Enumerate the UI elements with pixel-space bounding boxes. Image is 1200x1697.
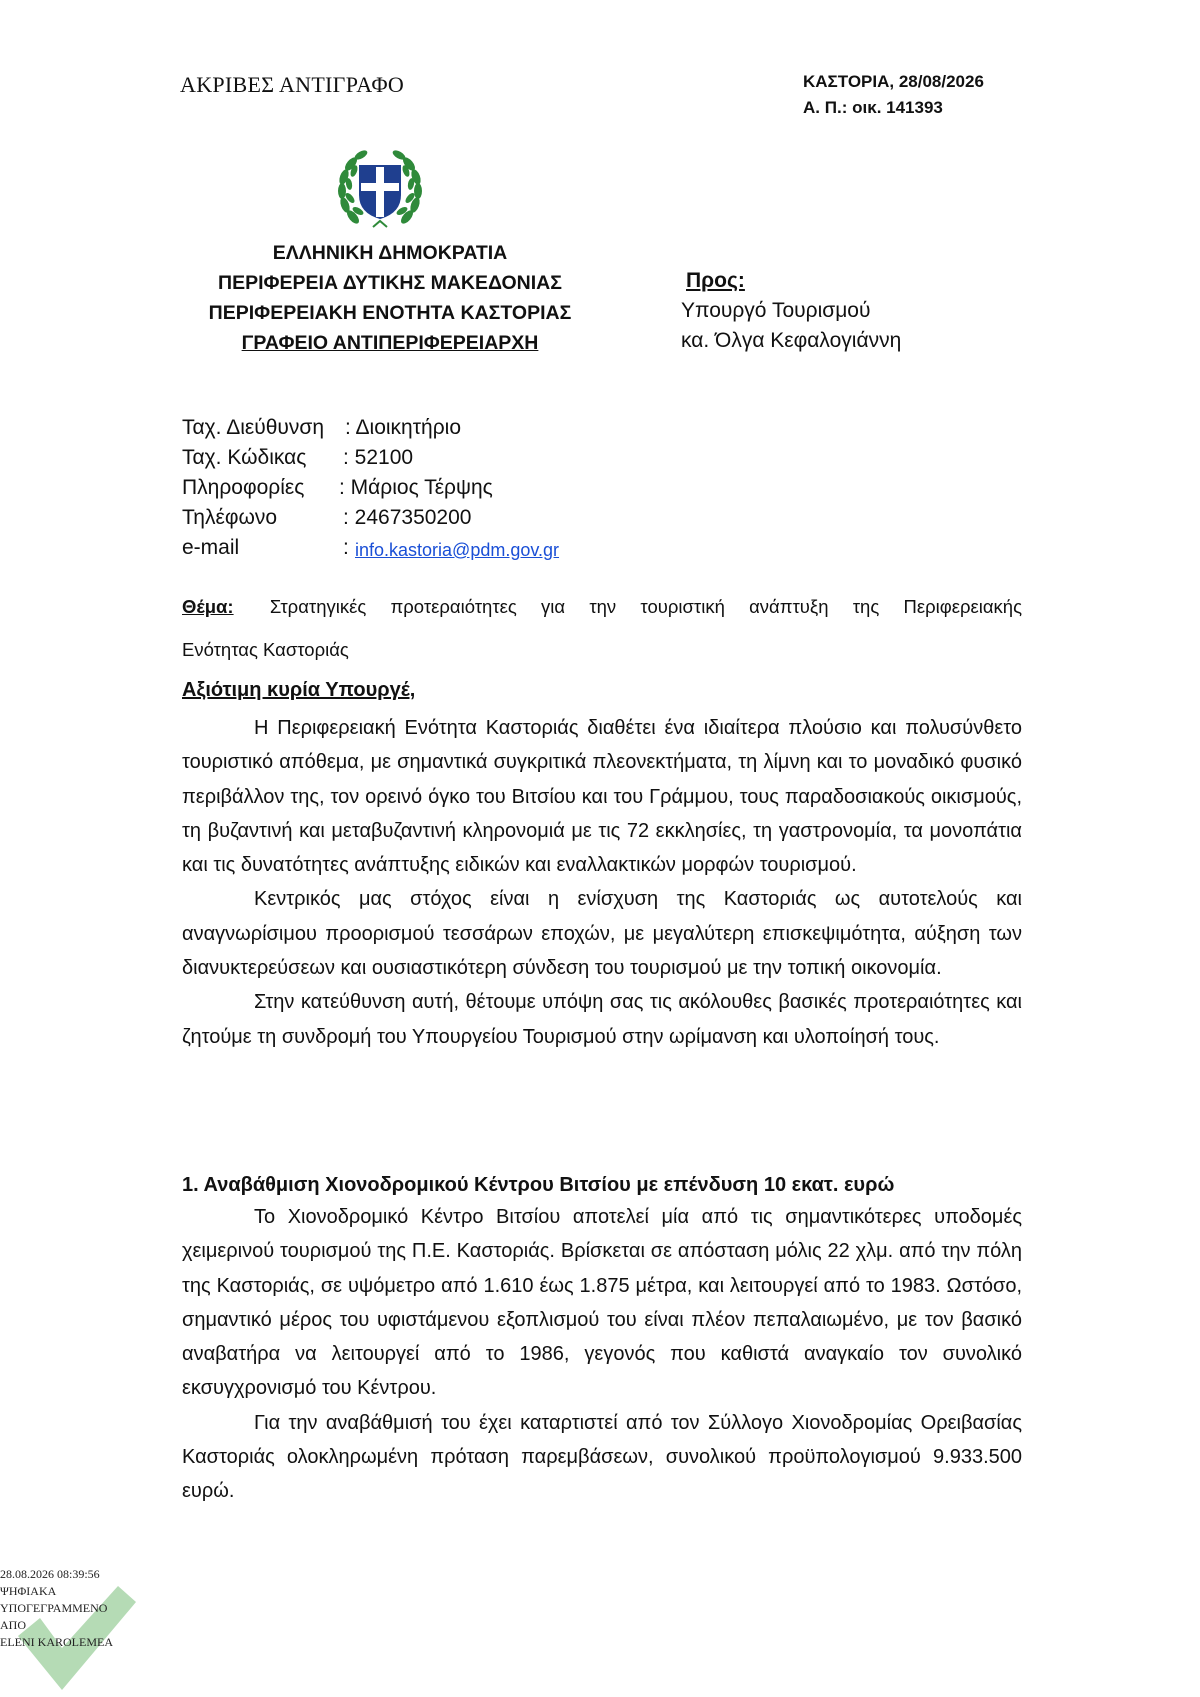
- signature-line-1: ΨΗΦΙΑΚΑ: [0, 1584, 57, 1598]
- address-value: : Διοικητήριο: [345, 416, 461, 439]
- info-value: : Μάριος Τέρψης: [339, 476, 493, 499]
- phone-value: : 2467350200: [343, 506, 472, 529]
- subject-line: [182, 594, 1022, 620]
- signature-line-2: ΥΠΟΓΕΓΡΑΜΜΕΝΟ: [0, 1601, 108, 1615]
- section-1-paragraph-2: Για την αναβάθμισή του έχει καταρτιστεί από τον Σύλλογο Χιονοδρομίας Ορειβασίας Καστοριάς ολοκληρωμένη πρόταση παρεμβάσεων, συνολικού προϋπολογισμού 9.933.500 ευρώ.: [182, 1411, 1022, 1503]
- issuer-region: ΠΕΡΙΦΕΡΕΙΑ ΔΥΤΙΚΗΣ ΜΑΚΕΔΟΝΙΑΣ: [218, 272, 562, 294]
- recipient-title: Υπουργό Τουρισμού: [681, 299, 871, 322]
- postcode-label: Ταχ. Κώδικας: [182, 446, 307, 469]
- section-1-body: [182, 1200, 1022, 1509]
- subject-label: Θέμα:: [182, 596, 234, 617]
- section-1-paragraph-1: Το Χιονοδρομικό Κέντρο Βιτσίου αποτελεί μία από τις σημαντικότερες υποδομές χειμερινού τουρισμού της Π.Ε. Καστοριάς. Βρίσκεται σε απόσταση μόλις 22 χλμ. από την πόλη της Καστοριάς, σε υψόμετρο από 1.610 έως 1.875 μέτρα, και λειτουργεί από το 1983. Ωστόσο, σημαντικό μέρος του υφιστάμενου εξοπλισμού του είναι πλέον πεπαλαιωμένο, με τον βασικό αναβατήρα να λειτουργεί από το 1986, γεγονός που καθιστά αναγκαίο τον συνολικό εκσυγχρονισμό του Κέντρου.: [182, 1206, 1022, 1400]
- protocol-number: Α. Π.: οικ. 141393: [803, 98, 943, 117]
- date-line: ΚΑΣΤΟΡΙΑ, 28/08/2026: [803, 72, 984, 91]
- issuer-block: [200, 238, 580, 358]
- subject-text-line2: Ενότητας Καστοριάς: [182, 639, 349, 660]
- email-link[interactable]: info.kastoria@pdm.gov.gr: [355, 540, 560, 560]
- section-1-heading: 1. Αναβάθμιση Χιονοδρομικού Κέντρου Βιτσίου με επένδυση 10 εκατ. ευρώ: [182, 1174, 895, 1196]
- email-label: e-mail: [182, 536, 240, 559]
- phone-label: Τηλέφωνο: [182, 506, 278, 529]
- digital-signature-stamp: [0, 1566, 113, 1651]
- recipient-label: Προς:: [686, 269, 745, 292]
- greek-coat-of-arms-icon: [333, 143, 427, 237]
- issuer-country: ΕΛΛΗΝΙΚΗ ΔΗΜΟΚΡΑΤΙΑ: [272, 242, 508, 264]
- letter-body: [182, 711, 1022, 1054]
- body-paragraph-3: Στην κατεύθυνση αυτή, θέτουμε υπόψη σας τις ακόλουθες βασικές προτεραιότητες και ζητούμε τη συνδρομή του Υπουργείου Τουρισμού στην ωρίμανση και υλοποίησή τους.: [182, 991, 1022, 1048]
- subject-text-line1: Στρατηγικές προτεραιότητες για την τουριστική ανάπτυξη της Περιφερειακής: [269, 596, 1022, 617]
- issuer-regional-unit: ΠΕΡΙΦΕΡΕΙΑΚΗ ΕΝΟΤΗΤΑ ΚΑΣΤΟΡΙΑΣ: [208, 302, 572, 324]
- salutation: Αξιότιμη κυρία Υπουργέ,: [182, 679, 416, 701]
- signature-line-3: ΑΠΟ: [0, 1618, 26, 1632]
- signature-timestamp: 28.08.2026 08:39:56: [0, 1567, 100, 1581]
- email-colon: :: [343, 536, 349, 559]
- info-label: Πληροφορίες: [182, 476, 305, 499]
- issuer-office: ΓΡΑΦΕΙΟ ΑΝΤΙΠΕΡΙΦΕΡΕΙΑΡΧΗ: [241, 332, 539, 354]
- recipient-name: κα. Όλγα Κεφαλογιάννη: [681, 329, 902, 352]
- signature-signer: ELENI KAROLEMEA: [0, 1635, 113, 1649]
- certified-copy-stamp: ΑΚΡΙΒΕΣ ΑΝΤΙΓΡΑΦΟ: [180, 72, 405, 97]
- date-protocol-block: [803, 69, 984, 121]
- address-label: Ταχ. Διεύθυνση: [182, 416, 325, 439]
- recipient-block: [681, 266, 901, 356]
- body-paragraph-1: Η Περιφερειακή Ενότητα Καστοριάς διαθέτει ένα ιδιαίτερα πλούσιο και πολυσύνθετο τουριστικό απόθεμα, με σημαντικά συγκριτικά πλεονεκτήματα, τη λίμνη και το μοναδικό φυσικό περιβάλλον της, τον ορεινό όγκο του Βιτσίου και του Γράμμου, τους παραδοσιακούς οικισμούς, τη βυζαντινή και μεταβυζαντινή κληρονομιά με τις 72 εκκλησίες, τη γαστρονομία, τα μονοπάτια και τις δυνατότητες ανάπτυξης ειδικών και εναλλακτικών μορφών τουρισμού.: [182, 717, 1022, 877]
- postcode-value: : 52100: [343, 446, 414, 469]
- body-paragraph-2: Κεντρικός μας στόχος είναι η ενίσχυση της Καστοριάς ως αυτοτελούς και αναγνωρίσιμου προορισμού τεσσάρων εποχών, με μεγαλύτερη επισκεψιμότητα, αύξηση των διανυκτερεύσεων και ουσιαστικότερη σύνδεση του τουρισμού με την τοπική οικονομία.: [182, 888, 1022, 980]
